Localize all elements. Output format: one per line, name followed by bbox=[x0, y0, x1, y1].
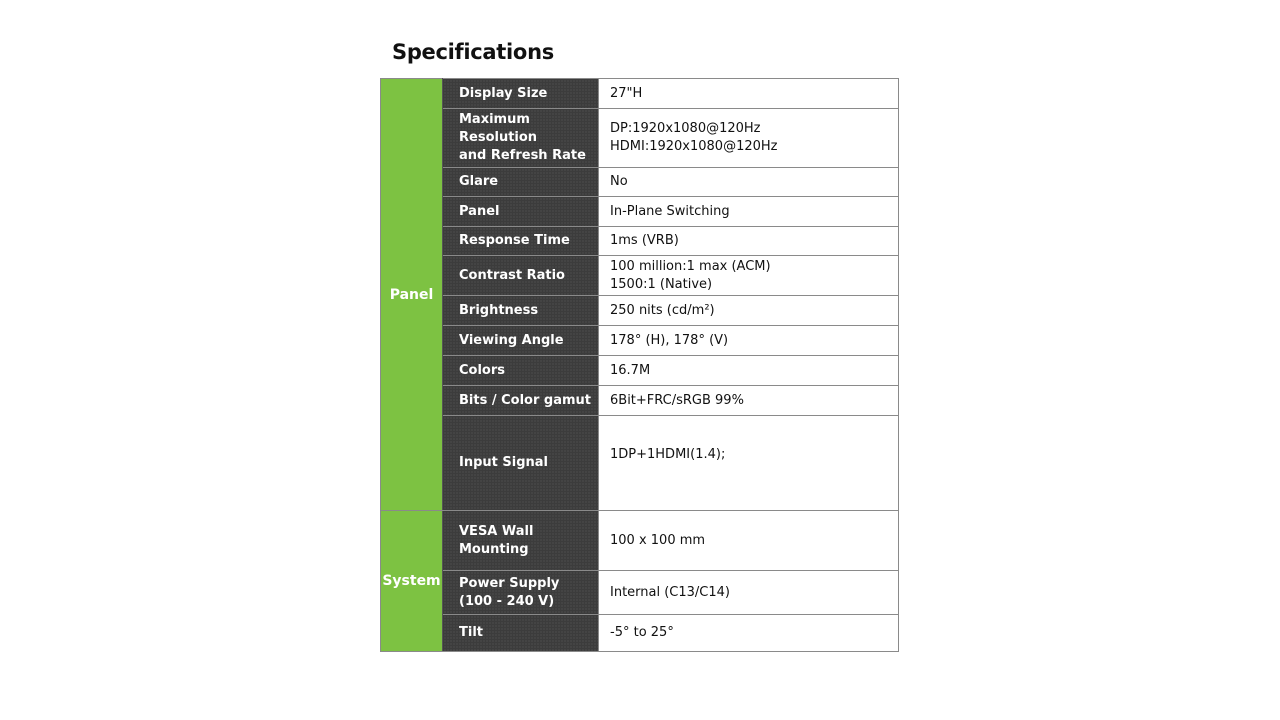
spec-label-line: Display Size bbox=[459, 85, 548, 101]
spec-row bbox=[381, 615, 899, 652]
spec-label bbox=[443, 296, 599, 326]
spec-value-line: No bbox=[610, 174, 628, 189]
spec-label bbox=[443, 615, 599, 652]
spec-value-line: Internal (C13/C14) bbox=[610, 584, 730, 600]
spec-value-line: 1500:1 (Native) bbox=[610, 276, 713, 292]
spec-label-line: Bits / Color gamut bbox=[459, 392, 592, 408]
spec-row bbox=[381, 109, 899, 168]
spec-label-line: Resolution bbox=[459, 130, 538, 145]
spec-row bbox=[381, 356, 899, 386]
spec-label-line: Maximum bbox=[459, 112, 530, 127]
spec-label-line: Panel bbox=[459, 203, 500, 219]
spec-label bbox=[443, 571, 599, 615]
spec-label bbox=[443, 227, 599, 256]
spec-label bbox=[443, 256, 599, 296]
spec-label bbox=[443, 386, 599, 416]
spec-value-line: 100 x 100 mm bbox=[610, 532, 706, 548]
category-system: System bbox=[381, 511, 443, 652]
spec-label-line: Viewing Angle bbox=[459, 332, 564, 348]
spec-label-line: Response Time bbox=[459, 233, 570, 248]
spec-value bbox=[599, 571, 899, 615]
spec-value-line: HDMI:1920x1080@120Hz bbox=[610, 139, 778, 154]
spec-row bbox=[381, 511, 899, 571]
spec-label bbox=[443, 168, 599, 197]
spec-label-line: Colors bbox=[459, 362, 506, 378]
spec-row bbox=[381, 416, 899, 511]
spec-value bbox=[599, 227, 899, 256]
spec-row bbox=[381, 326, 899, 356]
spec-value bbox=[599, 511, 899, 571]
spec-label bbox=[443, 197, 599, 227]
spec-label-line: VESA Wall Mounting bbox=[459, 523, 534, 557]
spec-label-line: Input Signal bbox=[459, 455, 549, 470]
spec-label bbox=[443, 416, 599, 511]
spec-label bbox=[443, 356, 599, 386]
spec-label bbox=[443, 511, 599, 571]
spec-value-line: 100 million:1 max (ACM) bbox=[610, 258, 771, 274]
spec-value-line: 16.7M bbox=[610, 362, 651, 378]
spec-label-line: (100 - 240 V) bbox=[459, 593, 555, 609]
spec-row bbox=[381, 296, 899, 326]
spec-row bbox=[381, 386, 899, 416]
spec-value-line: 1ms (VRB) bbox=[610, 233, 679, 248]
spec-value-line: 250 nits (cd/m²) bbox=[610, 302, 715, 318]
spec-value-line: 6Bit+FRC/sRGB 99% bbox=[610, 392, 744, 408]
spec-label-line: Glare bbox=[459, 174, 499, 189]
spec-row bbox=[381, 571, 899, 615]
spec-label-line: Brightness bbox=[459, 302, 539, 318]
spec-value-line: 178° (H), 178° (V) bbox=[610, 332, 729, 348]
spec-value bbox=[599, 168, 899, 197]
spec-value bbox=[599, 296, 899, 326]
spec-label-line: Power Supply bbox=[459, 575, 560, 591]
spec-row bbox=[381, 256, 899, 296]
spec-value-line: -5° to 25° bbox=[610, 625, 674, 640]
spec-value bbox=[599, 109, 899, 168]
spec-label bbox=[443, 109, 599, 168]
spec-value bbox=[599, 197, 899, 227]
spec-value-line: 1DP+1HDMI(1.4); bbox=[610, 447, 726, 462]
spec-label-line: Tilt bbox=[459, 625, 483, 640]
page-title: Specifications bbox=[392, 40, 554, 64]
spec-value bbox=[599, 386, 899, 416]
spec-value-line: In-Plane Switching bbox=[610, 203, 730, 219]
spec-value bbox=[599, 256, 899, 296]
spec-row bbox=[381, 227, 899, 256]
spec-label bbox=[443, 326, 599, 356]
spec-label-line: Contrast Ratio bbox=[459, 267, 565, 283]
spec-row bbox=[381, 168, 899, 197]
spec-value-line: DP:1920x1080@120Hz bbox=[610, 121, 761, 136]
spec-value bbox=[599, 416, 899, 511]
spec-value bbox=[599, 356, 899, 386]
spec-value bbox=[599, 326, 899, 356]
spec-value bbox=[599, 79, 899, 109]
spec-label bbox=[443, 79, 599, 109]
spec-value-line: 27"H bbox=[610, 85, 643, 101]
spec-label-line: and Refresh Rate bbox=[459, 148, 586, 163]
specifications-table bbox=[380, 78, 899, 652]
spec-value bbox=[599, 615, 899, 652]
spec-row bbox=[381, 197, 899, 227]
category-panel: Panel bbox=[381, 79, 443, 511]
spec-row bbox=[381, 79, 899, 109]
